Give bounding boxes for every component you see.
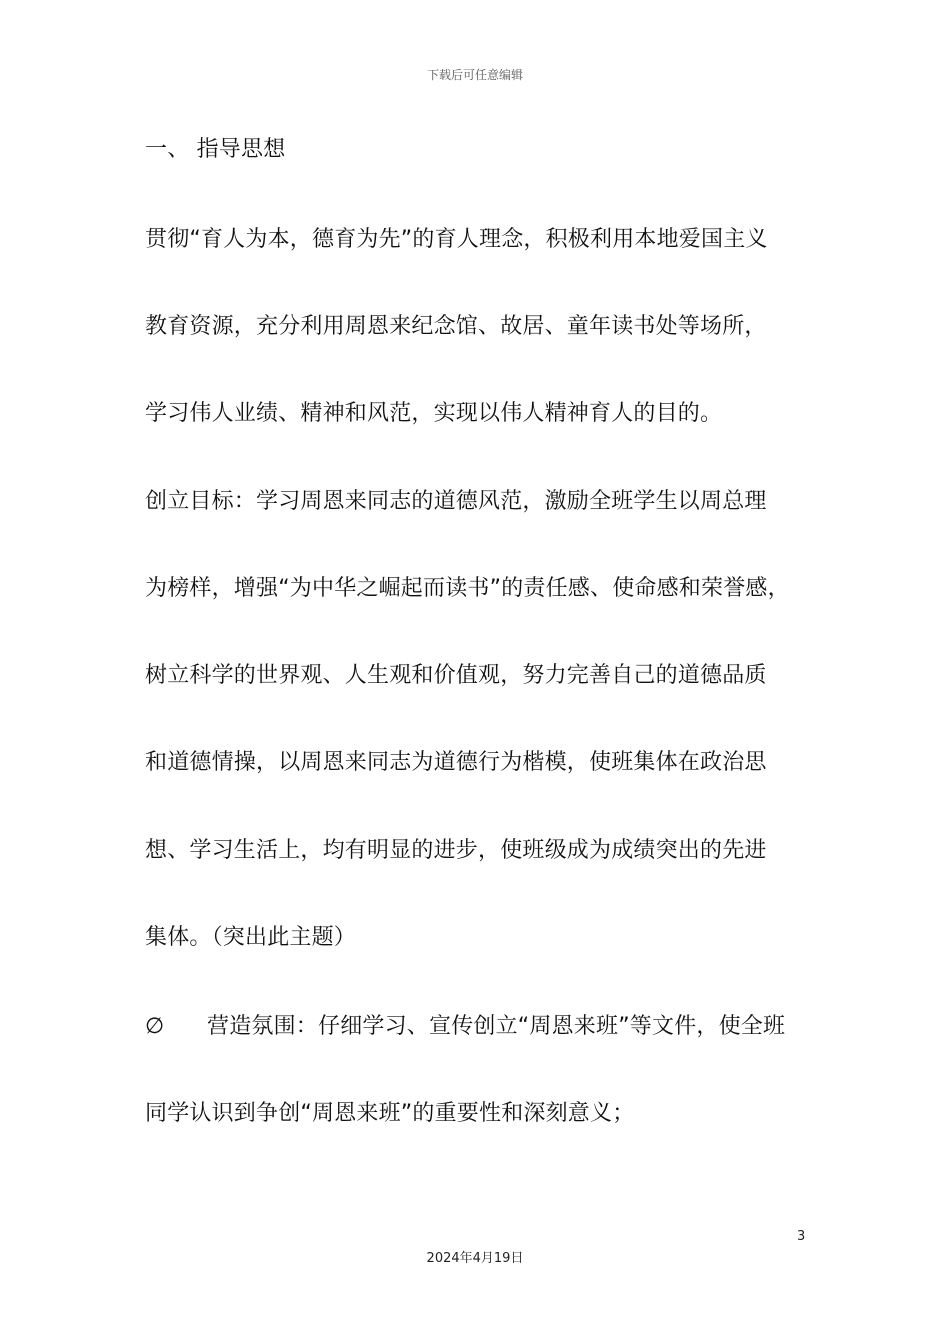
paragraph-line-1: 贯彻“育人为本，德育为先”的育人理念，积极利用本地爱国主义 xyxy=(145,227,768,252)
paragraph-line-8: 想、学习生活上，均有明显的进步，使班级成为成绩突出的先进 xyxy=(145,838,767,863)
paragraph-line-2: 教育资源，充分利用周恩来纪念馆、故居、童年读书处等场所， xyxy=(145,314,767,339)
bullet-continuation: 同学认识到争创“周恩来班”的重要性和深刻意义； xyxy=(145,1101,635,1126)
paragraph-line-3: 学习伟人业绩、精神和风范，实现以伟人精神育人的目的。 xyxy=(145,401,723,426)
paragraph-line-9: 集体。（突出此主题） xyxy=(145,925,357,950)
paragraph-line-5: 为榜样，增强“为中华之崛起而读书”的责任感、使命感和荣誉感， xyxy=(145,576,790,601)
page-header: 下载后可任意编辑 xyxy=(426,68,523,82)
section-heading: 一、 指导思想 xyxy=(145,137,286,162)
bullet-text: 营造氛围：仔细学习、宣传创立“周恩来班”等文件，使全班 xyxy=(207,1014,786,1039)
empty-set-bullet-icon: ∅ xyxy=(145,1014,165,1039)
page-number: 3 xyxy=(797,1229,806,1244)
page-footer-date: 2024年4月19日 xyxy=(426,1251,524,1266)
paragraph-line-4: 创立目标：学习周恩来同志的道德风范，激励全班学生以周总理 xyxy=(145,489,767,514)
paragraph-line-6: 树立科学的世界观、人生观和价值观，努力完善自己的道德品质 xyxy=(145,663,767,688)
bullet-item xyxy=(145,1013,785,1041)
paragraph-line-7: 和道德情操，以周恩来同志为道德行为楷模，使班集体在政治思 xyxy=(145,750,767,775)
